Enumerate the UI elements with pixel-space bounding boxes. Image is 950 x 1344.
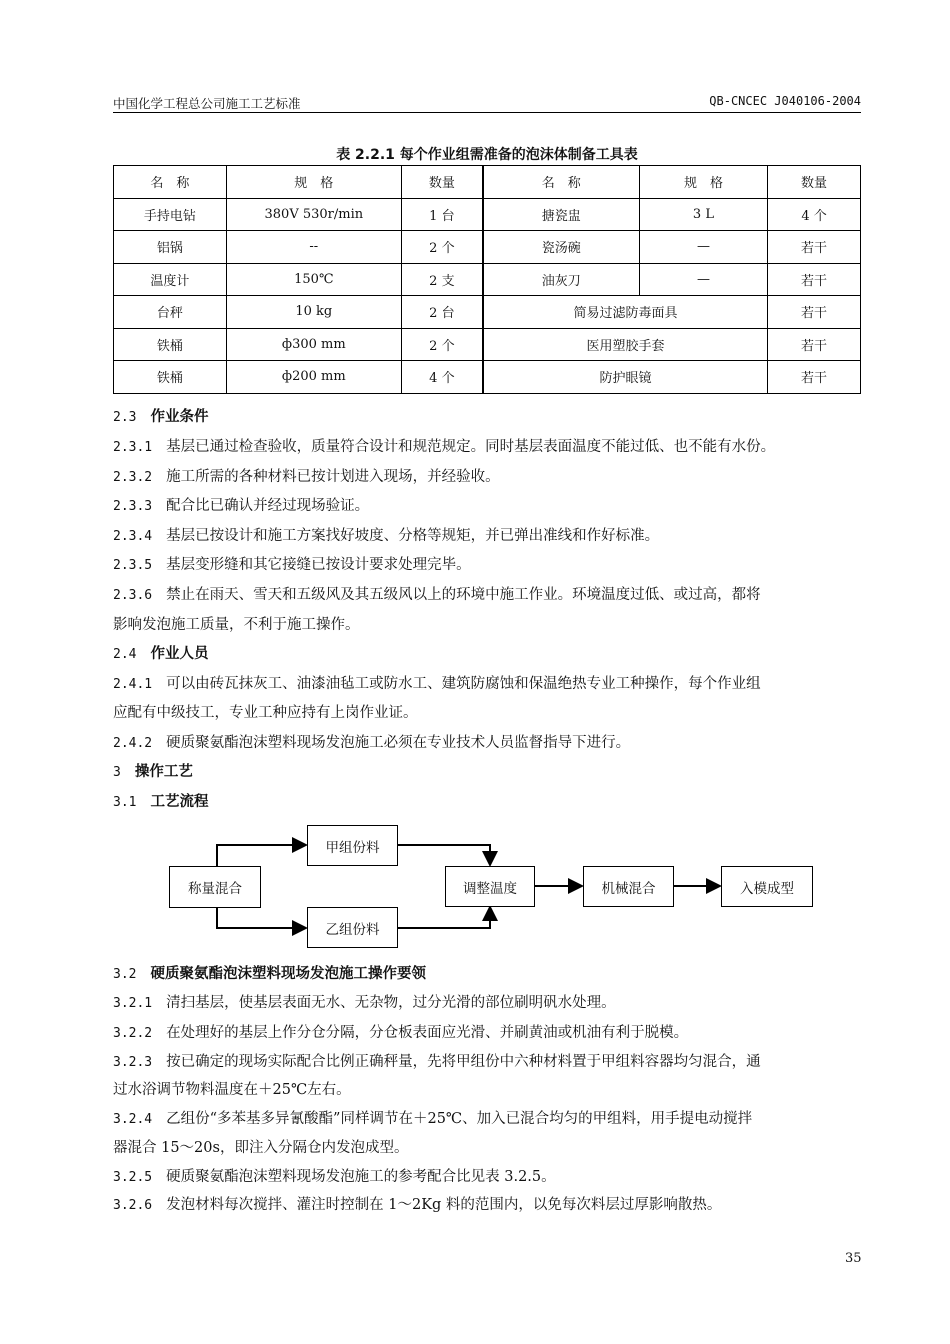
arrow-partB-to-temp	[398, 907, 490, 928]
col-header: 规 格	[226, 166, 401, 199]
table-cell: 油灰刀	[483, 263, 639, 296]
paragraph-3-2-5: 3.2.5 硬质聚氨酯泡沫塑料现场发泡施工的参考配合比见表 3.2.5。	[113, 1169, 556, 1185]
section-heading-2-4: 2.4 作业人员	[113, 646, 209, 662]
section-heading-3: 3 操作工艺	[113, 764, 193, 780]
table-cell: 若干	[768, 296, 861, 329]
col-header: 数量	[768, 166, 861, 199]
table-cell: 4 个	[401, 361, 482, 394]
paragraph-2-3-6-cont: 影响发泡施工质量，不利于施工操作。	[113, 617, 360, 633]
table-cell: 若干	[768, 263, 861, 296]
arrow-weigh-to-partB	[217, 908, 306, 928]
paragraph-2-3-3: 2.3.3 配合比已确认并经过现场验证。	[113, 498, 370, 514]
col-header: 规 格	[639, 166, 767, 199]
paragraph-3-2-2: 3.2.2 在处理好的基层上作分仓分隔，分仓板表面应光滑、并刷黄油或机油有利于脱模。	[113, 1025, 689, 1041]
table-cell: 2 支	[401, 263, 482, 296]
flow-node-part-a: 甲组份料	[307, 825, 398, 866]
flow-node-adjust-temp: 调整温度	[445, 866, 535, 907]
table-cell: 150℃	[226, 263, 401, 296]
table-cell: 若干	[768, 361, 861, 394]
paragraph-2-4-1-cont: 应配有中级技工，专业工种应持有上岗作业证。	[113, 705, 418, 721]
section-heading-3-1: 3.1 工艺流程	[113, 794, 209, 810]
table-caption: 表 2.2.1 每个作业组需准备的泡沫体制备工具表	[336, 147, 638, 163]
paragraph-3-2-1: 3.2.1 清扫基层，使基层表面无水、无杂物，过分光滑的部位刷明矾水处理。	[113, 995, 616, 1011]
table-cell: 手持电钻	[114, 198, 227, 231]
table-cell: 瓷汤碗	[483, 231, 639, 264]
flow-node-weigh-mix: 称量混合	[169, 866, 261, 908]
col-header: 名 称	[114, 166, 227, 199]
table-cell: 380V 530r/min	[226, 198, 401, 231]
table-cell: 温度计	[114, 263, 227, 296]
col-header: 名 称	[483, 166, 639, 199]
flow-node-mold: 入模成型	[721, 866, 813, 907]
arrow-weigh-to-partA	[217, 845, 306, 866]
paragraph-2-3-4: 2.3.4 基层已按设计和施工方案找好坡度、分格等规矩，并已弹出准线和作好标准。	[113, 528, 660, 544]
table-cell: 医用塑胶手套	[483, 328, 768, 361]
flow-node-machine-mix: 机械混合	[583, 866, 674, 907]
paragraph-2-3-2: 2.3.2 施工所需的各种材料已按计划进入现场，并经验收。	[113, 469, 500, 485]
page-number: 35	[845, 1251, 862, 1266]
paragraph-2-4-1: 2.4.1 可以由砖瓦抹灰工、油漆油毡工或防水工、建筑防腐蚀和保温绝热专业工种操作，每个作业组	[113, 676, 761, 692]
table-cell: 防护眼镜	[483, 361, 768, 394]
table-cell: --	[226, 231, 401, 264]
table-cell: 铝锅	[114, 231, 227, 264]
paragraph-3-2-4-cont: 器混合 15～20s，即注入分隔仓内发泡成型。	[113, 1140, 409, 1156]
table-cell: 搪瓷盅	[483, 198, 639, 231]
table-cell: —	[639, 231, 767, 264]
paragraph-2-3-6: 2.3.6 禁止在雨天、雪天和五级风及其五级风以上的环境中施工作业。环境温度过低、或过高，都将	[113, 587, 761, 603]
paragraph-3-2-6: 3.2.6 发泡材料每次搅拌、灌注时控制在 1～2Kg 料的范围内，以免每次料层过厚影响散热。	[113, 1197, 722, 1213]
table-cell: 2 台	[401, 296, 482, 329]
table-cell: 10 kg	[226, 296, 401, 329]
table-cell: ф300 mm	[226, 328, 401, 361]
table-cell: 台秤	[114, 296, 227, 329]
table-cell: 2 个	[401, 231, 482, 264]
table-cell: 4 个	[768, 198, 861, 231]
section-heading-3-2: 3.2 硬质聚氨酯泡沫塑料现场发泡施工操作要领	[113, 966, 426, 982]
table-cell: 若干	[768, 231, 861, 264]
section-heading-2-3: 2.3 作业条件	[113, 409, 209, 425]
table-cell: 若干	[768, 328, 861, 361]
col-header: 数量	[401, 166, 482, 199]
arrow-partA-to-temp	[398, 845, 490, 865]
table-cell: 3 L	[639, 198, 767, 231]
flow-node-part-b: 乙组份料	[307, 907, 398, 948]
table-cell: ф200 mm	[226, 361, 401, 394]
paragraph-2-4-2: 2.4.2 硬质聚氨酯泡沫塑料现场发泡施工必须在专业技术人员监督指导下进行。	[113, 735, 631, 751]
paragraph-3-2-4: 3.2.4 乙组份“多苯基多异氰酸酯”同样调节在＋25℃、加入已混合均匀的甲组料，用手提电动搅拌	[113, 1111, 753, 1127]
paragraph-2-3-1: 2.3.1 基层已通过检查验收，质量符合设计和规范规定。同时基层表面温度不能过低、也不能有水份。	[113, 439, 776, 455]
table-cell: 1 台	[401, 198, 482, 231]
table-cell: 铁桶	[114, 328, 227, 361]
header-title: 中国化学工程总公司施工工艺标准	[113, 96, 301, 111]
table-cell: 简易过滤防毒面具	[483, 296, 768, 329]
table-cell: 铁桶	[114, 361, 227, 394]
paragraph-3-2-3-cont: 过水浴调节物料温度在＋25℃左右。	[113, 1082, 351, 1098]
header-doc-code: QB-CNCEC J040106-2004	[709, 94, 861, 108]
table-cell: —	[639, 263, 767, 296]
table-cell: 2 个	[401, 328, 482, 361]
paragraph-3-2-3: 3.2.3 按已确定的现场实际配合比例正确秤量，先将甲组份中六种材料置于甲组料容器均匀混合，通	[113, 1054, 761, 1070]
paragraph-2-3-5: 2.3.5 基层变形缝和其它接缝已按设计要求处理完毕。	[113, 557, 471, 573]
